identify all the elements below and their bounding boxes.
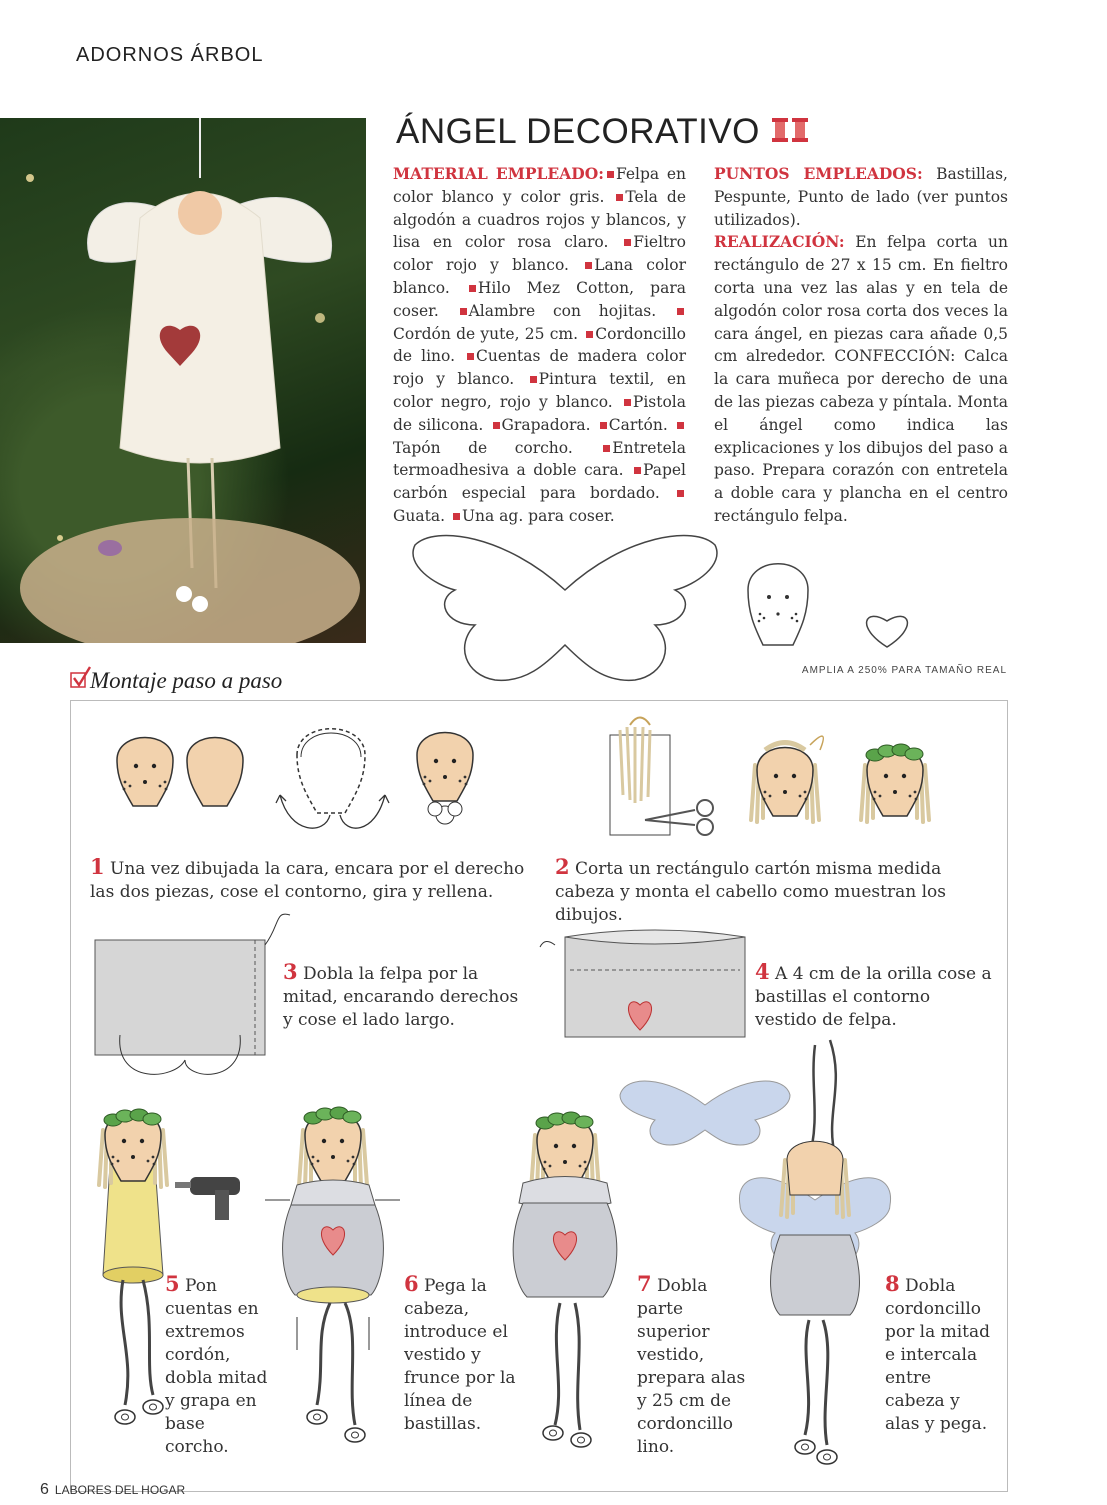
bullet-square-icon (530, 376, 537, 383)
step-2: 2 Corta un rectángulo cartón misma medida cabeza y monta el cabello como muestran los dibujos. (555, 854, 946, 925)
puntos-label: PUNTOS EMPLEADOS: (714, 164, 923, 183)
material-item: Fieltro color rojo y blanco. (393, 233, 686, 275)
bullet-square-icon (603, 445, 610, 452)
montaje-heading: Montaje paso a paso (90, 668, 283, 693)
material-item: Hilo Mez Cotton, para coser. (393, 278, 686, 320)
bullet-square-icon (493, 422, 500, 429)
bullet-square-icon (677, 490, 684, 497)
material-item: Cuentas de madera color rojo y blanco. (393, 347, 686, 389)
material-item: Tela de algodón a cuadros rojos y blancos, y lisa en color rosa claro. (393, 187, 686, 252)
page-title: ÁNGEL DECORATIVO (396, 112, 812, 152)
material-item: Lana color blanco. (393, 256, 686, 297)
enlarge-note: AMPLIA A 250% PARA TAMAÑO REAL (801, 665, 1007, 676)
step-4: 4 A 4 cm de la orilla cose a bastillas el contorno vestido de felpa. (755, 959, 992, 1030)
material-item: Pintura textil, en color negro, rojo y blanco. (393, 370, 686, 411)
bullet-square-icon (624, 239, 631, 246)
bullet-square-icon (585, 262, 592, 269)
puntos-note: (ver puntos utilizados). (714, 187, 1008, 229)
heart-pattern (867, 616, 908, 647)
material-label: MATERIAL EMPLEADO: (393, 164, 604, 183)
checkbox-icon (70, 666, 92, 690)
bullet-square-icon (677, 422, 684, 429)
spool-icon (770, 114, 812, 146)
bullet-square-icon (467, 353, 474, 360)
puntos-text: Bastillas, Pespunte, Punto de lado (714, 165, 1008, 206)
material-item: Alambre con hojitas. (468, 301, 674, 320)
patterns (395, 515, 1015, 690)
material-item: Felpa en color blanco y color gris. (393, 165, 686, 206)
bullet-square-icon (469, 285, 476, 292)
angel-photo (0, 118, 366, 643)
material-item: Cordón de yute, 25 cm. (393, 324, 584, 343)
material-item: Cordoncillo de lino. (393, 324, 686, 366)
bullet-square-icon (624, 399, 631, 406)
step-3: 3 Dobla la felpa por la mitad, encarando derechos y cose el lado largo. (283, 959, 519, 1030)
bullet-square-icon (634, 467, 641, 474)
section-title: ADORNOS ÁRBOL (76, 44, 264, 66)
realizacion-text: En felpa corta un rectángulo de 27 x 15 cm. En fieltro corta una vez las alas y en tela de algodón color rosa corta dos veces la cara ángel, en piezas cara añade 0,5 cm alrededor. CONFECCIÓN: Calca la cara muñeca por derecho de una de las piezas cabeza y píntala. Monta el ángel como indica las explicaciones y los dibujos del paso a paso. Prepara corazón con entretela a doble cara y plancha en el centro rectángulo felpa. (714, 233, 1008, 525)
bullet-square-icon (616, 194, 623, 201)
technique-text (714, 163, 1008, 528)
step-1: 1 Una vez dibujada la cara, encara por el derecho las dos piezas, cose el contorno, gira y rellena. (90, 854, 525, 902)
material-items (393, 165, 686, 525)
material-item: Papel carbón especial para bordado. (393, 461, 686, 503)
bullet-square-icon (677, 308, 684, 315)
material-item: Una ag. para coser. (461, 506, 615, 525)
material-item: Pistola de silicona. (393, 392, 686, 434)
bullet-square-icon (607, 171, 614, 178)
step-7: 7 Dobla parte superior vestido, prepara alas y 25 cm de cordoncillo lino. (637, 1271, 746, 1457)
bullet-square-icon (460, 308, 467, 315)
face-pattern (748, 564, 808, 645)
material-item: Guata. (393, 506, 450, 525)
step-8: 8 Dobla cordoncillo por la mitad e intercala entre cabeza y alas y pega. (885, 1271, 991, 1434)
step-5: 5 Pon cuentas en extremos cordón, dobla mitad y grapa en base corcho. (165, 1271, 268, 1457)
material-item: Tapón de corcho. (393, 438, 601, 457)
material-item: Cartón. (608, 415, 674, 434)
step-6: 6 Pega la cabeza, introduce el vestido y frunce por la línea de bastillas. (404, 1271, 516, 1434)
wing-pattern (413, 535, 717, 680)
bullet-square-icon (600, 422, 607, 429)
bullet-square-icon (586, 331, 593, 338)
magazine-name: LABORES DEL HOGAR (54, 1483, 186, 1497)
realizacion-label: REALIZACIÓN: (714, 232, 845, 252)
page-footer (40, 1481, 185, 1499)
page-number: 6 (40, 1481, 49, 1498)
material-item: Grapadora. (501, 415, 597, 434)
material-text (393, 163, 686, 528)
material-item: Entretela termoadhesiva a doble cara. (393, 438, 686, 480)
